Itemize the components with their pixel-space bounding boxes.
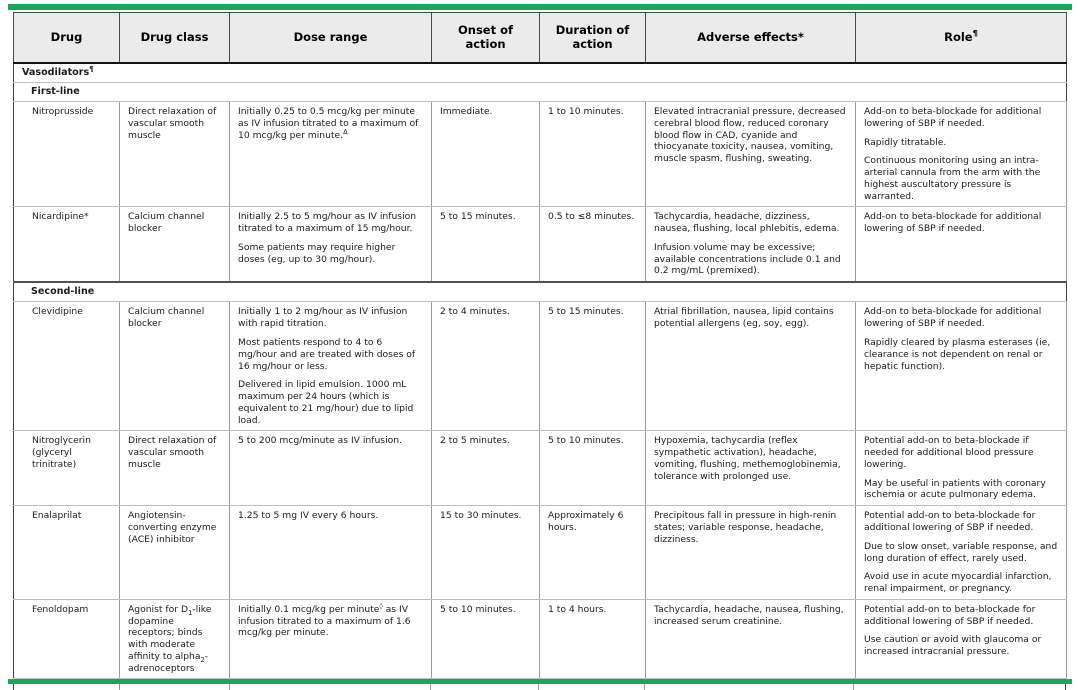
paragraph: 5 to 10 minutes. (548, 435, 624, 447)
column-header-adverse-effects: Adverse effects* (646, 13, 856, 63)
section-row-vasodilators (14, 63, 1067, 83)
paragraph: 2 to 4 minutes. (440, 306, 510, 318)
stub-cell (120, 684, 230, 690)
paragraph: Tachycardia, headache, dizziness, nausea, flushing, local phlebitis, edema. (654, 211, 840, 235)
paragraph: Nitroprusside (32, 106, 94, 118)
cell-adverse-effects (646, 431, 856, 506)
section-label: Vasodilators¶ (14, 63, 1067, 83)
cell-adverse-effects (646, 102, 856, 207)
cell-adverse-effects (646, 302, 856, 431)
paragraph: Rapidly cleared by plasma esterases (ie, clearance is not dependent on renal or hepatic function). (864, 337, 1051, 372)
subsection-label: First-line (14, 82, 1067, 101)
subsection-row-second-line (14, 282, 1067, 302)
cell-role (856, 506, 1067, 600)
paragraph: Delivered in lipid emulsion. 1000 mL maximum per 24 hours (which is equivalent to 21 mg/hour) due to lipid load. (238, 379, 414, 426)
column-header-onset-of-action: Onset of action (432, 13, 540, 63)
cell-duration-of-action (540, 599, 646, 679)
subsection-row-first-line (14, 82, 1067, 101)
drug-row-clevidipine (14, 302, 1067, 431)
cell-duration-of-action (540, 102, 646, 207)
stub-cell (431, 684, 539, 690)
cell-drug (14, 431, 120, 506)
cell-onset-of-action (432, 302, 540, 431)
next-table-stub (13, 684, 1066, 690)
paragraph: 5 to 15 minutes. (440, 211, 516, 223)
paragraph: Add-on to beta-blockade for additional lowering of SBP if needed. (864, 211, 1042, 235)
paragraph: 1 to 10 minutes. (548, 106, 624, 118)
cell-onset-of-action (432, 102, 540, 207)
drug-row-enalaprilat (14, 506, 1067, 600)
cell-role (856, 302, 1067, 431)
subsection-label: Second-line (14, 282, 1067, 302)
cell-duration-of-action (540, 431, 646, 506)
paragraph: Elevated intracranial pressure, decreased cerebral blood flow, reduced coronary blood flow in CAD, cyanide and thiocyanate toxicity, nausea, vomiting, muscle spasm, flushing, sweating. (654, 106, 846, 165)
stub-cell (14, 684, 120, 690)
paragraph: Tachycardia, headache, nausea, flushing, increased serum creatinine. (654, 603, 844, 627)
cell-role (856, 431, 1067, 506)
cell-duration-of-action (540, 302, 646, 431)
paragraph: Initially 2.5 to 5 mg/hour as IV infusion titrated to a maximum of 15 mg/hour. (238, 211, 417, 235)
paragraph: Due to slow onset, variable response, and long duration of effect, rarely used. (864, 540, 1058, 564)
cell-dose-range (230, 102, 432, 207)
cell-drug (14, 506, 120, 600)
cell-drug (14, 207, 120, 282)
paragraph: Initially 1 to 2 mg/hour as IV infusion with rapid titration. (238, 306, 408, 330)
paragraph: Add-on to beta-blockade for additional lowering of SBP if needed. (864, 106, 1042, 129)
cell-dose-range (230, 207, 432, 282)
paragraph: Direct relaxation of vascular smooth muscle (128, 435, 217, 470)
paragraph: Use caution or avoid with glaucoma or increased intracranial pressure. (864, 634, 1042, 658)
paragraph: Avoid use in acute myocardial infarction, renal impairment, or pregnancy. (864, 571, 1052, 595)
column-header-duration-of-action: Duration of action (540, 13, 646, 63)
paragraph: Initially 0.25 to 0.5 mcg/kg per minute as IV infusion titrated to a maximum of 10 mcg/kg per minute.$^\Delta$ (238, 106, 419, 141)
paragraph: Agonist for $D_1$-like dopamine receptors; binds with moderate affinity to alpha$_2$-adrenoceptors (128, 603, 212, 674)
paragraph: Immediate. (440, 106, 493, 118)
paragraph: Most patients respond to 4 to 6 mg/hour and are treated with doses of 16 mg/hour or less. (238, 337, 416, 372)
paragraph: Add-on to beta-blockade for additional lowering of SBP if needed. (864, 306, 1042, 330)
cell-duration-of-action (540, 207, 646, 282)
cell-dose-range (230, 506, 432, 600)
stub-cell (230, 684, 432, 690)
paragraph: 2 to 5 minutes. (440, 435, 510, 447)
paragraph: Potential add-on to beta-blockade for additional lowering of SBP if needed. (864, 603, 1036, 627)
cell-onset-of-action (432, 506, 540, 600)
drug-row-nitroprusside (14, 102, 1067, 207)
cell-drug-class (120, 431, 230, 506)
paragraph: Precipitous fall in pressure in high-renin states; variable response, headache, dizziness. (654, 510, 837, 545)
paragraph: Clevidipine (32, 306, 83, 318)
cell-drug-class (120, 302, 230, 431)
drug-row-nicardipine (14, 207, 1067, 282)
paragraph: Nicardipine* (32, 211, 89, 223)
paragraph: Enalaprilat (32, 510, 82, 522)
cell-dose-range (230, 599, 432, 679)
cell-drug (14, 599, 120, 679)
paragraph: Potential add-on to beta-blockade if needed for additional blood pressure lowering. (864, 435, 1034, 470)
paragraph: 15 to 30 minutes. (440, 510, 522, 522)
paragraph: Some patients may require higher doses (eg, up to 30 mg/hour). (238, 241, 396, 265)
paragraph: 5 to 10 minutes. (440, 603, 516, 615)
header-row (14, 13, 1067, 63)
paragraph: Angiotensin-converting enzyme (ACE) inhibitor (128, 510, 217, 545)
column-header-role: Role¶ (856, 13, 1067, 63)
drug-row-nitroglycerin-glyceryl-trinitrate (14, 431, 1067, 506)
table-body (14, 63, 1067, 679)
paragraph: Potential add-on to beta-blockade for additional lowering of SBP if needed. (864, 510, 1036, 533)
cell-onset-of-action (432, 207, 540, 282)
paragraph: Continuous monitoring using an intra-arterial cannula from the arm with the highest auscultatory pressure is warranted. (864, 155, 1041, 202)
cell-onset-of-action (432, 599, 540, 679)
cell-dose-range (230, 431, 432, 506)
cell-duration-of-action (540, 506, 646, 600)
table-head (14, 13, 1067, 63)
cell-role (856, 599, 1067, 679)
cell-drug-class (120, 102, 230, 207)
cell-role (856, 207, 1067, 282)
cell-drug (14, 302, 120, 431)
paragraph: Approximately 6 hours. (548, 510, 624, 533)
paragraph: 1.25 to 5 mg IV every 6 hours. (238, 510, 379, 522)
paragraph: Fenoldopam (32, 603, 89, 615)
cell-adverse-effects (646, 599, 856, 679)
cell-drug (14, 102, 120, 207)
paragraph: May be useful in patients with coronary ischemia or acute pulmonary edema. (864, 477, 1046, 501)
top-accent-bar (8, 4, 1072, 10)
column-header-drug-class: Drug class (120, 13, 230, 63)
column-header-drug: Drug (14, 13, 120, 63)
paragraph: Calcium channel blocker (128, 211, 205, 235)
paragraph: 5 to 200 mcg/minute as IV infusion. (238, 435, 403, 447)
paragraph: Hypoxemia, tachycardia (reflex sympathetic activation), headache, vomiting, flushing, methemoglobinemia, tolerance with prolonged use. (654, 435, 841, 482)
column-header-dose-range: Dose range (230, 13, 432, 63)
cell-role (856, 102, 1067, 207)
stub-cell (854, 684, 1065, 690)
cell-adverse-effects (646, 207, 856, 282)
cell-drug-class (120, 207, 230, 282)
paragraph: 1 to 4 hours. (548, 603, 607, 615)
stub-cell (645, 684, 855, 690)
paragraph: Infusion volume may be excessive; available concentrations include 0.1 and 0.2 mg/mL (premixed). (654, 241, 841, 277)
stub-cell (539, 684, 645, 690)
paragraph: Calcium channel blocker (128, 306, 205, 330)
cell-onset-of-action (432, 431, 540, 506)
drug-comparison-table (13, 12, 1067, 679)
cell-dose-range (230, 302, 432, 431)
page (0, 4, 1080, 674)
cell-drug-class (120, 599, 230, 679)
paragraph: 0.5 to ≤8 minutes. (548, 211, 635, 223)
paragraph: 5 to 15 minutes. (548, 306, 624, 318)
paragraph: Rapidly titratable. (864, 136, 947, 148)
cell-adverse-effects (646, 506, 856, 600)
drug-row-fenoldopam (14, 599, 1067, 679)
paragraph: Nitroglycerin (glyceryl trinitrate) (32, 435, 91, 470)
paragraph: Atrial fibrillation, nausea, lipid contains potential allergens (eg, soy, egg). (654, 306, 834, 330)
cell-drug-class (120, 506, 230, 600)
paragraph: Direct relaxation of vascular smooth muscle (128, 106, 217, 141)
paragraph: Initially 0.1 mcg/kg per minute◊ as IV infusion titrated to a maximum of 1.6 mcg/kg per minute. (238, 601, 411, 639)
